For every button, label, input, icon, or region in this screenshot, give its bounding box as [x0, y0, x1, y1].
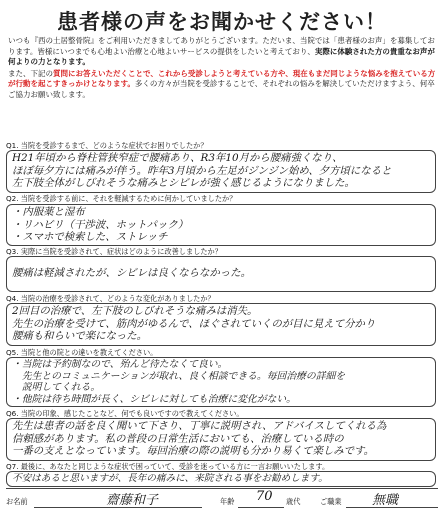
- intro-paragraph-2: [8, 69, 438, 101]
- answer-4-line-2: 先生の治療を受けて、筋肉がゆるんで、ほぐされていくのが目に見えて分かり: [12, 317, 376, 330]
- answer-2-line-2: ・リハビリ（干渉波、ホットパック）: [12, 218, 189, 231]
- answer-box-5: [6, 357, 436, 407]
- question-5: Q5. 当院と他の院との違いを教えてください。: [6, 348, 158, 357]
- answer-box-2: [6, 204, 436, 246]
- intro-paragraph-1: [8, 36, 438, 68]
- intro-text-2a: また、下記の: [8, 68, 53, 78]
- job-underline: [346, 507, 438, 508]
- answer-box-7: [6, 471, 436, 487]
- answer-5-line-1: ・当院は予約制なので、殆んど待たなくて良い。: [12, 359, 228, 370]
- question-7: Q7. 最後に、あなたと同じような症状で困っていて、受診を迷っている方に一言お願いいたします。: [6, 462, 330, 471]
- answer-4-line-1: 2回目の治療で、左下肢のしびれそうな痛みは消失。: [12, 305, 258, 317]
- job-value: 無職: [372, 493, 399, 508]
- answer-6-line-3: 一番の支えとなっています。毎回治療の際の説明も分かり易くて楽しみです。: [12, 445, 375, 458]
- question-1: Q1. 当院を受診するまで、どのような症状でお困りでしたか？: [6, 141, 208, 150]
- answer-5-line-3: 説明してくれる。: [12, 382, 101, 394]
- page-title: 患者様の声をお聞かせください！: [57, 10, 387, 34]
- answer-1-line-2: ほぼ毎夕方には痛みが伴う。昨年3月頃から左足がジンジン始め、夕方頃になると: [12, 164, 392, 177]
- answer-3-line-1: 腰痛は軽減されたが、シビレは良くならなかった。: [12, 267, 251, 279]
- intro-text-1b-bold: 実際に: [314, 46, 338, 56]
- answer-7-line-1: 不安はあると思いますが、長年の痛みに、来院される事をお勧めします。: [12, 473, 328, 484]
- name-value: 齋藤和子: [106, 493, 159, 508]
- name-label: お名前: [6, 497, 28, 506]
- age-label: 年齢: [220, 497, 235, 506]
- answer-box-1: [6, 150, 436, 193]
- intro-text-1b: を募集しております。皆様にいつまでも心地よい治療と心地よいサービスの提供をしたいと考えており、: [8, 36, 435, 56]
- intro-text: [8, 36, 438, 102]
- answer-1-line-1: H21年頃から脊柱管狭窄症で腰痛あり、R3年10月から腰痛強くなり、: [12, 152, 343, 164]
- answer-6-line-1: 先生は患者の話を良く聞いて下さり、丁寧に説明され、アドバイスしてくれる為: [12, 420, 387, 432]
- intro-text-2c: 決していただけますよう、何卒ご協力お願い致します。: [8, 79, 435, 99]
- intro-text-1c: 体験された方の貴重なお声が何よりの力となります。: [8, 46, 435, 67]
- answer-1-line-3: 左下肢全体がしびれそうな痛みとシビレが強く感じるようになりました。: [12, 177, 355, 190]
- answer-2-line-3: ・スマホで検索した、ストレッチ: [12, 231, 168, 244]
- answer-box-4: [6, 303, 436, 346]
- age-underline: [238, 507, 284, 508]
- answer-box-6: [6, 418, 436, 461]
- answer-2-line-1: ・内服薬と湿布: [12, 206, 85, 218]
- intro-highlight-1: 質問にお答えいただくことで、これから受診しようと考えている方や、現在もまだ同じような悩み: [53, 68, 383, 78]
- intro-text-2b: 多くの方々が当院を受診することで、それぞれの悩みを解: [134, 79, 330, 89]
- answer-box-3: [6, 256, 436, 292]
- question-6: Q6. 当院の印象、感じたことなど、何でも良いですので教えてください。: [6, 409, 244, 418]
- respondent-info: [6, 488, 438, 509]
- question-4: Q4. 当院の治療を受診されて、どのような変化がありましたか？: [6, 294, 215, 303]
- answer-4-line-3: 腰痛も和らいで楽になった。: [12, 330, 148, 343]
- job-label: ご職業: [320, 497, 342, 506]
- age-unit: 歳代: [286, 497, 301, 506]
- question-2: Q2. 当院を受診する前に、それを軽減するために何かしていましたか？: [6, 194, 237, 203]
- answer-5-line-2: 先生とのコミュニケーションが取れ、良く相談できる。毎回治療の詳細を: [12, 370, 346, 382]
- answer-5-line-4: ・他院は待ち時間が長く、シビレに対しても治療に変化がない。: [12, 393, 296, 405]
- answer-6-line-2: 信頼感があります。私の普段の日常生活においても、治療している時の: [12, 432, 344, 445]
- question-3: Q3. 実際に当院を受診されて、症状はどのように改善しましたか？: [6, 247, 222, 256]
- intro-text-1a: いつも『西の土居整骨院』をご利用いただきましてありがとうございます。ただいま、当院では「患者様のお声」: [8, 36, 390, 45]
- name-underline: [34, 507, 202, 508]
- intro-highlight-2: を抱えている方が行動を起こすきっかけとなります。: [8, 68, 436, 89]
- age-value: 70: [256, 489, 273, 504]
